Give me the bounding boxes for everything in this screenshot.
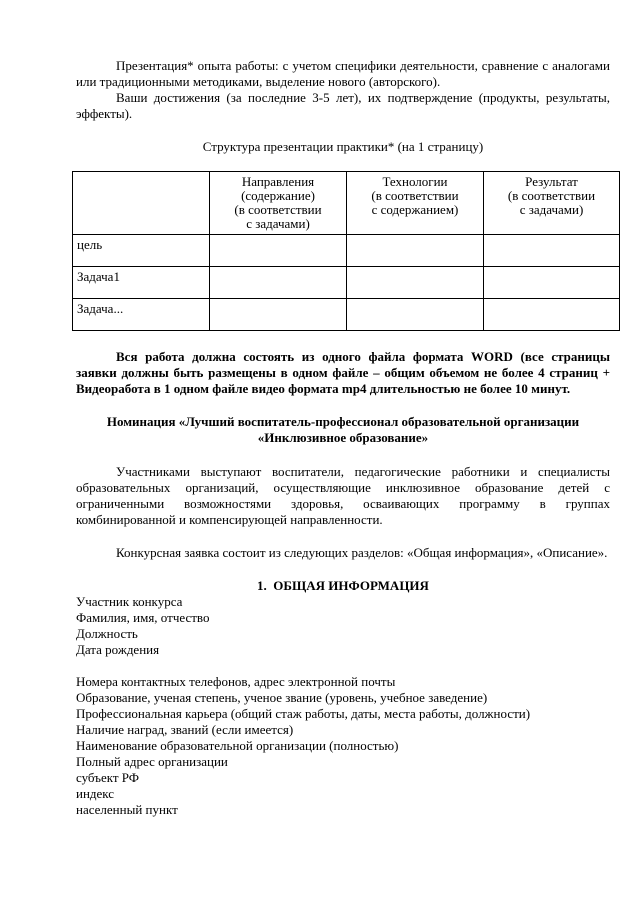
nomination-title-line2: «Инклюзивное образование» — [257, 430, 429, 445]
table-cell — [347, 235, 484, 267]
document-page — [76, 58, 610, 818]
table-caption: Структура презентации практики* (на 1 страницу) — [202, 139, 484, 154]
intro-paragraph-2: Ваши достижения (за последние 3-5 лет), их подтверждение (продукты, результаты, эффекты). — [76, 90, 610, 121]
section-heading — [76, 578, 610, 594]
list-item: Наименование образовательной организации (полностью) — [76, 738, 399, 753]
list-item: индекс — [76, 786, 115, 801]
requirement-paragraph: Вся работа должна состоять из одного файла формата WORD (все страницы заявки должны быть размещены в одном файле – общим объемом не более 4 страниц + Видеоработа в 1 одном файле видео формата mp4 длительностью не более 10 минут. — [76, 349, 610, 396]
table-cell — [210, 267, 347, 299]
intro-paragraph-1: Презентация* опыта работы: с учетом специфики деятельности, сравнение с аналогами или традиционными методиками, выделение нового (авторского). — [76, 58, 610, 89]
list-item: Дата рождения — [76, 642, 160, 657]
table-cell — [347, 299, 484, 331]
participants-paragraph: Участниками выступают воспитатели, педагогические работники и специалисты образовательных организаций, осуществляющие инклюзивное образование детей с ограниченными возможностями здоровья, осваивающих программу в группах комбинированной и компенсирующей направленности. — [76, 464, 610, 527]
table-row — [73, 267, 620, 299]
table-cell — [484, 299, 620, 331]
list-item: Профессиональная карьера (общий стаж работы, даты, места работы, должности) — [76, 706, 531, 721]
presentation-structure-table — [72, 171, 620, 331]
table-header-cell: Технологии (в соответствии с содержанием) — [347, 172, 484, 235]
nomination-title-line1: Номинация «Лучший воспитатель-профессионал образовательной организации — [106, 414, 580, 429]
application-paragraph: Конкурсная заявка состоит из следующих разделов: «Общая информация», «Описание». — [116, 545, 608, 560]
table-row-label: Задача... — [73, 299, 210, 331]
table-cell — [484, 267, 620, 299]
list-item: Фамилия, имя, отчество — [76, 610, 210, 625]
list-item: Участник конкурса — [76, 594, 183, 609]
table-header-row — [73, 172, 620, 235]
list-item: Должность — [76, 626, 138, 641]
table-header-cell — [73, 172, 210, 235]
general-info-group-1 — [76, 594, 610, 658]
table-cell — [484, 235, 620, 267]
list-item: Полный адрес организации — [76, 754, 228, 769]
table-header-cell: Результат (в соответствии с задачами) — [484, 172, 620, 235]
table-cell — [210, 299, 347, 331]
general-info-group-2 — [76, 674, 610, 818]
table-cell — [347, 267, 484, 299]
table-cell — [210, 235, 347, 267]
list-item: Номера контактных телефонов, адрес электронной почты — [76, 674, 396, 689]
section-title: ОБЩАЯ ИНФОРМАЦИЯ — [273, 578, 429, 593]
table-row — [73, 235, 620, 267]
list-item: населенный пункт — [76, 802, 178, 817]
list-item: Образование, ученая степень, ученое звание (уровень, учебное заведение) — [76, 690, 488, 705]
section-number: 1. — [257, 578, 267, 593]
table-row — [73, 299, 620, 331]
list-item: субъект РФ — [76, 770, 140, 785]
table-row-label: Задача1 — [73, 267, 210, 299]
list-item: Наличие наград, званий (если имеется) — [76, 722, 294, 737]
table-row-label: цель — [73, 235, 210, 267]
table-header-cell: Направления (содержание) (в соответствии с задачами) — [210, 172, 347, 235]
